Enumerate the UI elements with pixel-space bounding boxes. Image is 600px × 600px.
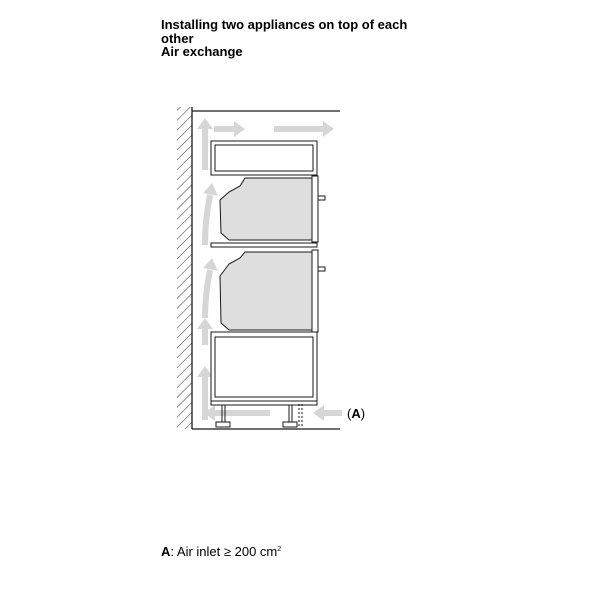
upper-oven-front <box>312 176 318 242</box>
callout-a <box>347 406 365 421</box>
air-flow-arrow-icon <box>197 318 213 329</box>
top-cabinet-outer <box>211 141 317 175</box>
upper-oven-handle <box>318 196 325 200</box>
air-flow-arrow-icon <box>203 183 218 196</box>
plinth-dashed-line <box>299 404 302 428</box>
air-flow-arrow-icon <box>205 270 210 318</box>
title-line-1: Installing two appliances on top of each <box>161 17 408 32</box>
shelf-panel <box>211 243 317 247</box>
legend-text: : Air inlet ≥ 200 cm <box>170 544 278 559</box>
legend <box>161 544 281 559</box>
oven-appliance-icon <box>220 252 312 330</box>
upper-oven <box>220 176 325 242</box>
air-flow-arrow-icon <box>323 121 334 137</box>
base-cabinet-outer <box>211 332 317 401</box>
air-flow-arrow-icon <box>203 258 218 271</box>
adjustable-foot-icon <box>283 405 297 427</box>
oven-appliance-icon <box>220 178 312 240</box>
legend-superscript: 2 <box>277 546 282 553</box>
wall-hatch-icon <box>177 107 192 429</box>
lower-oven-handle <box>318 267 325 271</box>
title-line-2: other <box>161 30 194 46</box>
air-flow-arrow-icon <box>205 195 210 245</box>
legend-key: A <box>161 544 171 559</box>
air-flow-arrow-icon <box>313 405 324 421</box>
callout-open: ( <box>347 406 352 421</box>
plinth-bar <box>211 401 317 405</box>
air-flow-arrow-icon <box>234 121 245 137</box>
air-flow-arrow-icon <box>197 118 213 129</box>
title-line-3: Air exchange <box>161 44 243 59</box>
callout-letter: A <box>351 406 361 421</box>
lower-oven <box>220 250 325 332</box>
callout-close: ) <box>360 406 366 421</box>
lower-oven-front <box>312 250 318 332</box>
